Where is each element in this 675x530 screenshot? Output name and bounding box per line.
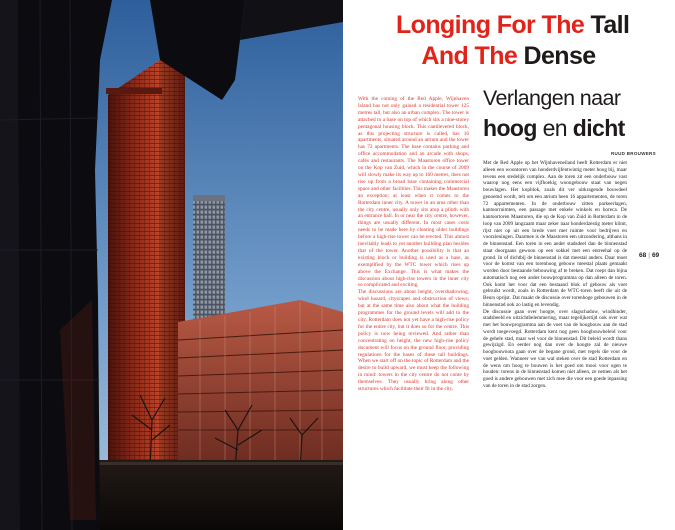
page-number-left: 68 [639, 252, 647, 259]
headline-en-line2-text: And The [421, 42, 518, 70]
english-paragraph: The discussions are about height, overshadowing, wind hazard, cityscapes and obstruction of views; but at the same time also about what the building programmes for the ground levels will add to the city. Rotterdam does not yet have a high-rise policy for the entire city, but it does so for the centre. This policy is now being reviewed. And rather than concentrating on height, the new high-rise policy document will focus on the ground floor, providing regulations for the bases of these tall buildings. When we start off on the topic of Rotterdam and the desire to build upward, we must keep the following in mind: towers in the city centre do not come by themselves. They usually bring along other structures which facilitate their fit in the city. [358, 289, 469, 393]
article-body-english [358, 96, 469, 393]
page-number-separator: | [648, 252, 650, 259]
english-paragraph: With the coming of the Red Apple, Wijnhaven Island has not only gained a residential tower 125 metres tall, but also an urban complex. The tower is attached to a base on top of which sits a nine-storey pentagonal housing block. This cantilevered block, as this projecting structure is called, has 16 apartments, situated around an atrium and the tower has 72 apartments. The base contains parking and office accommodation and an arcade with shops, cafés and restaurants. The Maastoren office tower on the Kop van Zuid, which in the course of 2009 will slowly make its way up to 160 metres, does not rise up from a broad base containing commercial space and other facilities. This makes the Maastoren an exception: at least when it comes to the Rotterdam inner city. A tower in an area other than the city centre, usually only sits atop a plinth with an entrance hall. In or near the city centre, however, things are usually different. In most cases costs needs to be made here by clearing older buildings before a high-rise tower can be erected. This almost inevitably leads to yet another building plan besides that of the tower. Another possibility is that an existing block or building is used as a base, as exemplified by the WTC tower which rises up above the Exchange. This is what makes the discussion about high-rise towers in the inner city so complicated and exciting. [358, 96, 469, 289]
headline-en-line1 [396, 11, 630, 39]
headline-en-line1-text: Longing For The [396, 11, 585, 39]
headline-nl-word-en: en [542, 115, 567, 141]
author-byline: RUUD BROUWERS [611, 151, 656, 156]
dutch-paragraph: De discussie gaan over hoogte, over slagschaduw, windhinder, stadsbeeld en uitzichtbelemmering, maar tegelijkertijd ook over wat met het bouwprogramma aan de voet van de hoogbouw aan de stad wordt toegevoegd. Rotterdam kent nog geen hoogbouwbeleid voor de gehele stad, maar wel voor de binnenstad. Dit beleid wordt thans gewijzigd. En eerder nog dan over de hoogte zal de nieuwe hoogbouwnota gaan over de begane grond, met regels die voor de voet gelden. Wanneer we van wal steken over de stad Rotterdam en de wens om hoog te bouwen is het goed om mooi voor ogen te houden: torens in de binnenstad komen niet alleen, ze nemen als het goed is andere gebouwen met zich mee die voor een goede inpassing van de toren in de stad zorgen. [483, 308, 627, 389]
dutch-paragraph: Met de Red Apple op het Wijnhaveneiland heeft Rotterdam er niet alleen een woontoren van honderdvijfentwintig meter hoog bij, maar tevens een stedelijk complex. Aan de toren zit een onderbouw vast waarop nog eens een vijfhoekig woongebouw staat van negen bouwlagen. Het kopblok, zoals dit ver uitkragende bouwdeel genoemd wordt, telt om een atrium heen 16 appartementen, de toren 72 appartementen. In de onderbouw zitten parkeerlagen, kantoorruimten, een passage met enkele winkels en horeca. De kantoortoren Maastoren, die op de Kop van Zuid in Rotterdam in de loop van 2009 langzaam maar zeker naar honderdzestig meter klimt, rijst niet op uit een brede voet met ruimte voor bedrijven en voorzieningen. Daarmee is de Maastoren een uitzondering, althans in de binnenstad. Een toren in een ander stadsdeel dan de binnenstad staat doorgaans gewoon op een sokkel met een entreehal op de grond. In of dichtbij de binnenstad is dat meestal anders. Daar moet voor de komst van een torenhoog gebouw meestal plaats gemaakt worden door bestaande bebouwing af te breken. Dat roept dan bijna automatisch nog een ander bouwprogramma op dan alleen de toren. Ook komt het voor dat een bestaand blok of gebouw als voet gebruikt wordt, zoals in Rotterdam de WTC-toren heeft die uit de Beurs oprijst. Dat maakt de discussie over torenhoge gebouwen in de binnenstad ook zo lastig en levendig. [483, 160, 627, 308]
article-body-dutch [483, 160, 627, 390]
page-number-right: 69 [651, 252, 660, 259]
page-numbers [639, 252, 659, 259]
headline-nl-word-hoog: hoog [483, 115, 537, 141]
headline-nl-line1 [483, 86, 620, 110]
headline-nl-word-dicht: dicht [572, 115, 625, 141]
headline-en-line2 [396, 42, 621, 70]
headline-nl-line2 [483, 116, 625, 140]
headline-nl-line1-text: Verlangen naar [483, 86, 621, 110]
headline-en-word-dense: Dense [523, 42, 596, 70]
headline-en-word-tall: Tall [590, 11, 630, 39]
